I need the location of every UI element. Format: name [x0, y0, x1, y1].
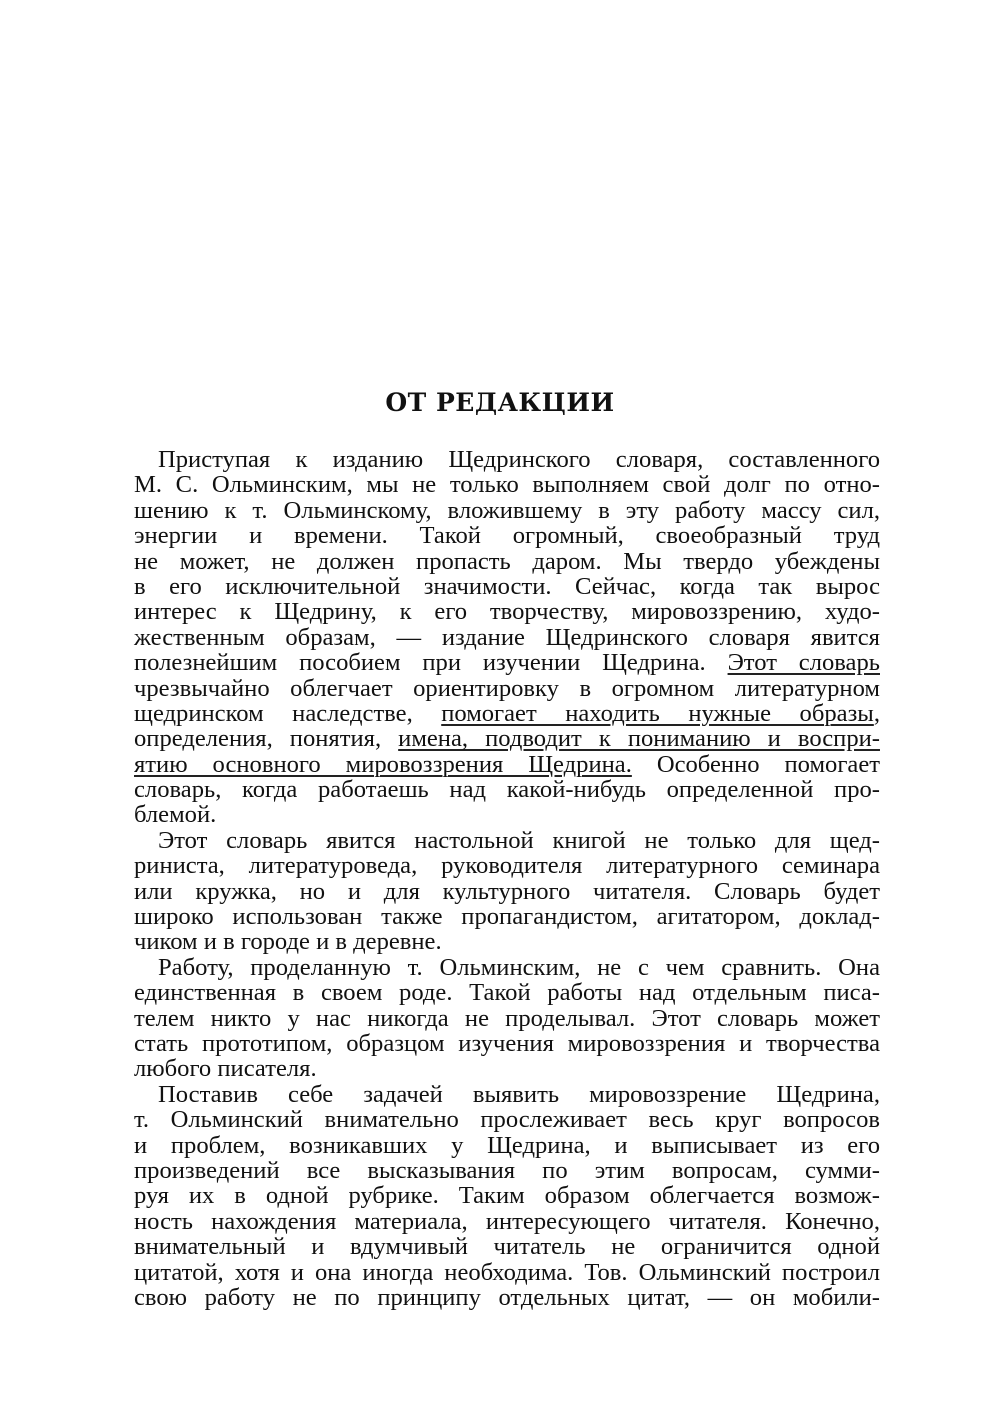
text-line: произведений все высказывания по этим вопросам, сумми- — [134, 1156, 880, 1184]
text-line: в его исключительной значимости. Сейчас, когда так вырос — [134, 572, 880, 600]
underlined-phrase: ятию основного мировоззрения Щедрина. — [134, 750, 632, 778]
text-line: щедринском наследстве, помогает находить нужные образы, — [134, 699, 880, 727]
text-line: Приступая к изданию Щедринского словаря, составленного — [158, 446, 880, 473]
text-line: интерес к Щедрину, к его творчеству, мировоззрению, худо- — [134, 598, 880, 626]
text-line: цитатой, хотя и она иногда необходима. Тов. Ольминский построил — [134, 1258, 880, 1286]
text-line: или кружка, но и для культурного читателя. Словарь будет — [134, 877, 880, 905]
underlined-phrase: помогает находить нужные образы — [441, 699, 874, 727]
text-line: риниста, литературоведа, руководителя литературного семинара — [134, 852, 880, 880]
text-line: определения, понятия, имена, подводит к пониманию и воспри- — [134, 725, 880, 753]
text-line: чрезвычайно облегчает ориентировку в огромном литературном — [134, 674, 880, 702]
text-line: блемой. — [134, 801, 217, 829]
text-line: Работу, проделанную т. Ольминским, не с чем сравнить. Она — [158, 953, 880, 981]
paragraph-1 — [134, 447, 880, 828]
text-line: не может, не должен пропасть даром. Мы твердо убеждены — [134, 547, 880, 575]
underlined-phrase: имена, подводит к пониманию и воспри- — [398, 725, 880, 753]
text-line: Поставив себе задачей выявить мировоззрение Щедрина, — [158, 1080, 880, 1108]
text-line: свою работу не по принципу отдельных цитат, — он мобили- — [134, 1283, 880, 1311]
text-line: телем никто у нас никогда не проделывал. Этот словарь может — [134, 1004, 880, 1032]
text-line: широко использован также пропагандистом, агитатором, доклад- — [134, 903, 880, 931]
paragraph-4 — [134, 1082, 880, 1311]
text-line: шению к т. Ольминскому, вложившему в эту работу массу сил, — [134, 496, 880, 524]
page-title: ОТ РЕДАКЦИИ — [385, 388, 615, 417]
text-line: ятию основного мировоззрения Щедрина. Особенно помогает — [134, 750, 881, 778]
text-line: Этот словарь явится настольной книгой не только для щед- — [158, 826, 880, 854]
underlined-phrase: Этот словарь — [727, 649, 880, 677]
text-line: руя их в одной рубрике. Таким образом облегчается возмож- — [134, 1182, 880, 1210]
text-line: М. С. Ольминским, мы не только выполняем свой долг по отно- — [134, 471, 880, 499]
body-text — [134, 447, 880, 1310]
text-line: внимательный и вдумчивый читатель не ограничится одной — [134, 1233, 880, 1261]
text-line: жественным образам, — издание Щедринского словаря явится — [134, 623, 880, 651]
paragraph-3 — [134, 955, 880, 1082]
text-line: чиком и в городе и в деревне. — [134, 928, 442, 956]
text-line: словарь, когда работаешь над какой-нибудь определенной про- — [134, 776, 880, 804]
text-line: полезнейшим пособием при изучении Щедрина. Этот словарь — [134, 649, 880, 677]
paragraph-2 — [134, 828, 880, 955]
text-line: любого писателя. — [134, 1055, 317, 1083]
text-line: единственная в своем роде. Такой работы над отдельным писа- — [134, 979, 880, 1007]
text-line: и проблем, возникавших у Щедрина, и выписывает из его — [134, 1131, 880, 1159]
text-line: т. Ольминский внимательно прослеживает весь круг вопросов — [134, 1106, 880, 1134]
text-line: стать прототипом, образцом изучения мировоззрения и творчества — [134, 1029, 880, 1057]
text-line: ность нахождения материала, интересующего читателя. Конечно, — [134, 1207, 880, 1235]
text-line: энергии и времени. Такой огромный, своеобразный труд — [134, 522, 880, 550]
